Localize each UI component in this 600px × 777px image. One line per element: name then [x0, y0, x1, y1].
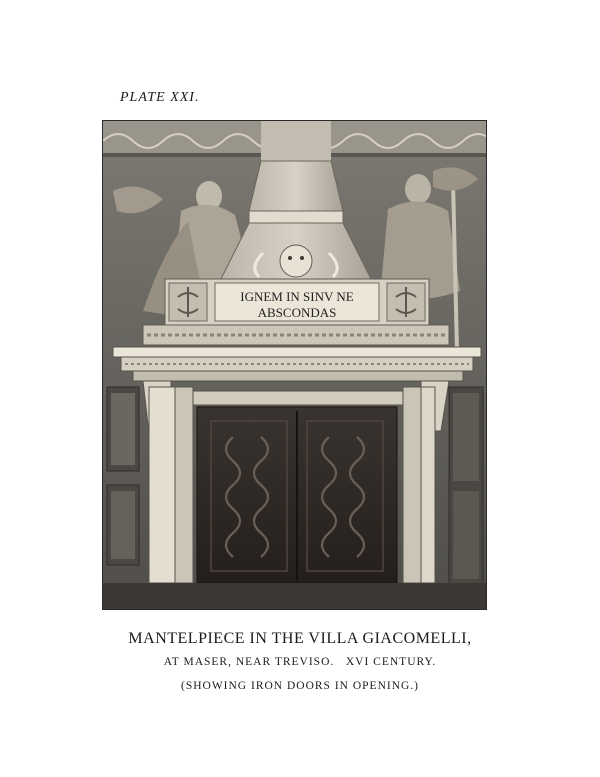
- inscription-block: [165, 279, 429, 325]
- inscription-line-2: ABSCONDAS: [257, 305, 337, 320]
- floor: [103, 583, 486, 609]
- dentil-frieze: [143, 325, 449, 345]
- mantelpiece-photograph: [102, 120, 487, 610]
- mantel-cornice: [113, 347, 481, 381]
- inscription-line-1: IGNEM IN SINV NE: [240, 289, 354, 304]
- iron-doors: [197, 407, 397, 583]
- caption-subtitle: AT MASER, NEAR TREVISO. XVI CENTURY.: [163, 656, 437, 668]
- plate-label: PLATE XXI.: [120, 90, 200, 105]
- caption-note: (SHOWING IRON DOORS IN OPENING.): [180, 680, 420, 692]
- caption-title: MANTELPIECE IN THE VILLA GIACOMELLI,: [128, 630, 472, 647]
